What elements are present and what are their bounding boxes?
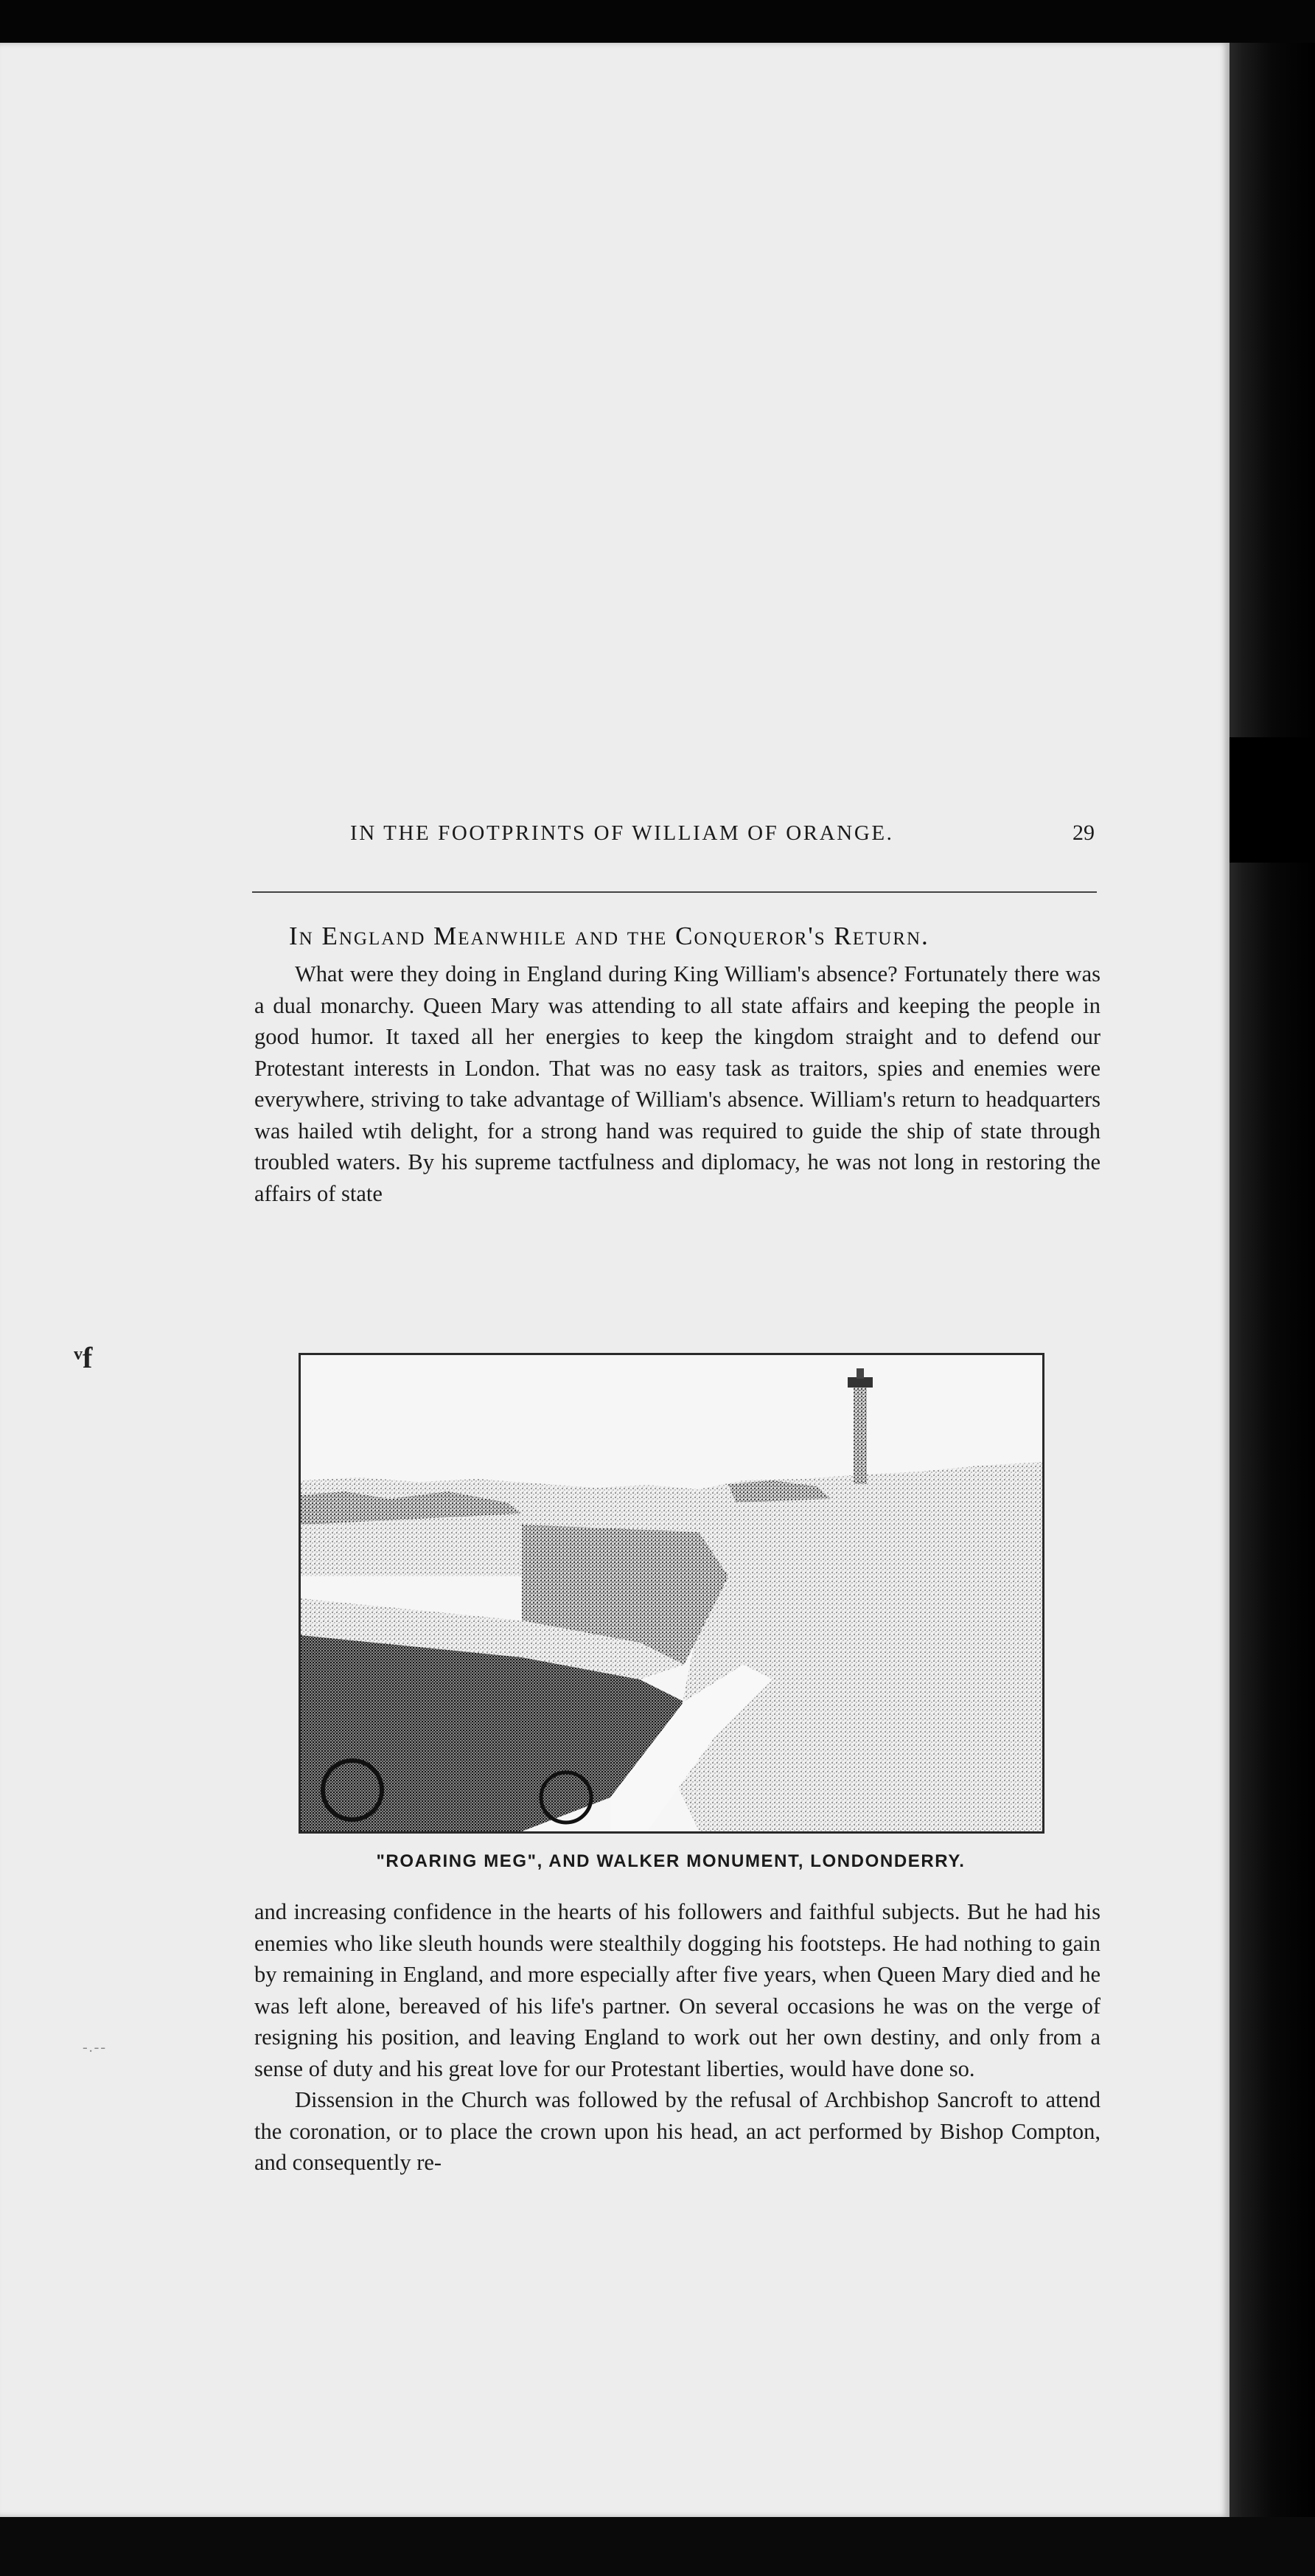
paragraph: and increasing confidence in the hearts of his followers and faithful subjects. But he had his enemies who like sleuth hounds were stealthily dogging his footsteps. He had nothing to gain by remaining in England, and more especially after five years, when Queen Mary died and he was left alone, bereaved of his life's partner. On several occasions he was on the verge of resigning his position, and leaving England to work out her own destiny, and only from a sense of duty and his great love for our Protestant liberties, would have done so.: [254, 1899, 1101, 2081]
page-number: 29: [1072, 821, 1095, 845]
paragraph: Dissension in the Church was followed by the refusal of Archbishop Sancroft to attend the coronation, or to place the crown upon his head, an act performed by Bishop Compton, and consequently re-: [254, 2087, 1101, 2175]
running-head: [254, 821, 1095, 857]
header-rule: [252, 891, 1097, 893]
margin-smudge: -.--: [83, 2039, 107, 2055]
figure-caption: "ROARING MEG", AND WALKER MONUMENT, LONDONDERRY.: [376, 1851, 966, 1871]
paragraph: What were they doing in England during King William's absence? Fortunately there was a dual monarchy. Queen Mary was attending to all state affairs and keeping the people in good humor. It taxed all her energies to keep the kingdom straight and to defend our Protestant interests in London. That was no easy task as traitors, spies and enemies were everywhere, striving to take advantage of William's absence. William's return to headquarters was hailed wtih delight, for a strong hand was required to guide the ship of state through troubled waters. By his supreme tactfulness and diplomacy, he was not long in restoring the affairs of state: [254, 961, 1101, 1206]
body-text-top: [254, 958, 1101, 1209]
margin-ink-mark: ᵛf: [74, 1341, 93, 1374]
figure-photograph: [299, 1353, 1044, 1834]
scan-right-notch: [1228, 737, 1315, 863]
body-text-bottom: [254, 1896, 1101, 2179]
scan-right-border: [1228, 43, 1315, 2557]
scan-bottom-border: [0, 2517, 1315, 2576]
roaring-meg-photo: [301, 1355, 1042, 1831]
scan-top-border: [0, 0, 1315, 43]
section-heading: In England Meanwhile and the Conqueror's Return.: [289, 922, 929, 950]
running-head-title: IN THE FOOTPRINTS OF WILLIAM OF ORANGE.: [350, 821, 894, 845]
